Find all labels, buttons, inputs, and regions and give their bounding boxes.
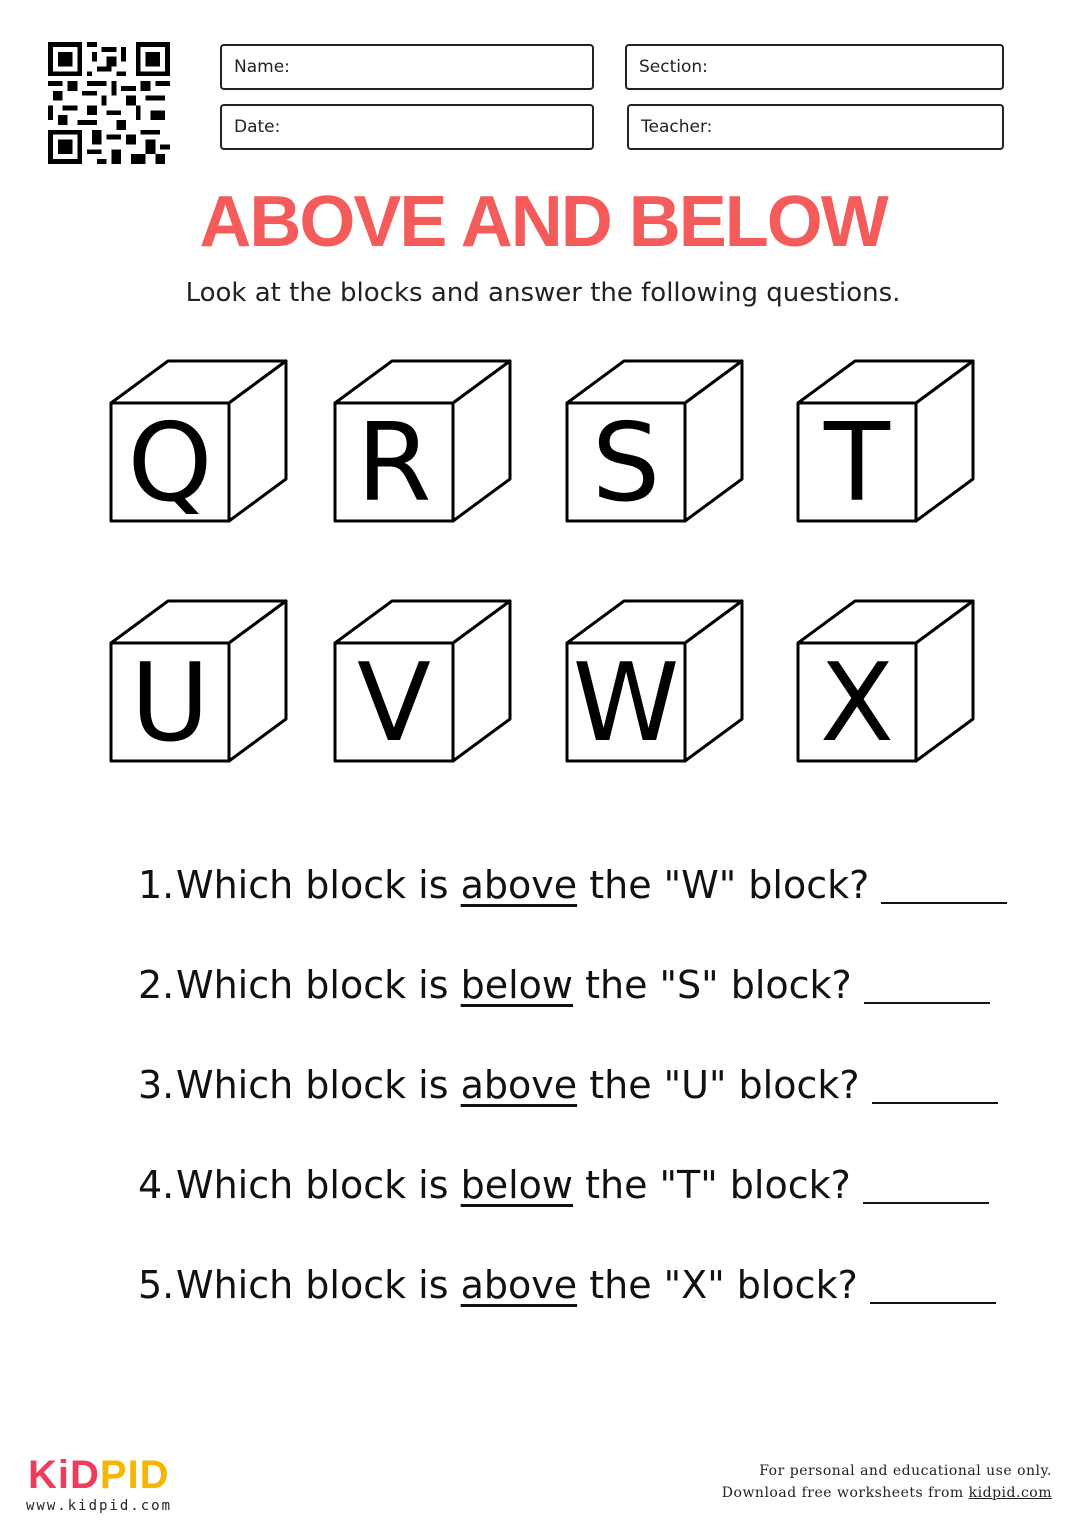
question-keyword: above [460, 1063, 578, 1107]
letter-block-x [798, 601, 973, 766]
question-number: 5. [138, 1263, 175, 1307]
teacher-label: Teacher: [641, 117, 713, 137]
question-keyword: below [460, 963, 574, 1007]
question-text-end: the "W" block? [577, 863, 882, 907]
letter-block-r [335, 361, 510, 526]
answer-blank[interactable] [872, 1062, 998, 1104]
question-text: Which block is [176, 963, 461, 1007]
question-1 [138, 855, 1038, 955]
logo-url: www.kidpid.com [26, 1498, 173, 1514]
question-text-end: the "X" block? [577, 1263, 870, 1307]
question-keyword: above [460, 1263, 578, 1307]
question-3 [138, 1055, 1038, 1155]
section-label: Section: [639, 57, 708, 77]
question-text: Which block is [176, 1263, 461, 1307]
question-text: Which block is [176, 863, 461, 907]
question-keyword: below [460, 1163, 574, 1207]
question-number: 4. [138, 1163, 175, 1207]
question-text-end: the "T" block? [573, 1163, 863, 1207]
block-letter: W [572, 641, 680, 766]
name-label: Name: [234, 57, 290, 77]
page-title: ABOVE AND BELOW [199, 182, 887, 262]
letter-block-q [111, 361, 286, 526]
question-5 [138, 1255, 1038, 1355]
block-letter: V [357, 641, 431, 766]
letter-block-v [335, 601, 510, 766]
block-letter: T [824, 401, 890, 526]
letter-block-s [567, 361, 742, 526]
logo-part-b: PID [99, 1453, 170, 1497]
question-2 [138, 955, 1038, 1055]
block-letter: X [820, 641, 894, 766]
date-label: Date: [234, 117, 281, 137]
question-text-end: the "S" block? [573, 963, 864, 1007]
footer-line-2-prefix: Download free worksheets from [721, 1485, 969, 1501]
footer-line-1: For personal and educational use only. [759, 1463, 1052, 1479]
letter-block-w [567, 601, 742, 766]
kidpid-logo [28, 1452, 170, 1498]
block-letter: R [356, 401, 432, 526]
question-text: Which block is [176, 1063, 461, 1107]
block-letter: Q [127, 401, 213, 526]
block-letter: S [591, 401, 661, 526]
answer-blank[interactable] [881, 862, 1007, 904]
footer-link[interactable]: kidpid.com [968, 1485, 1052, 1501]
question-number: 2. [138, 963, 175, 1007]
footer-line-2 [722, 1482, 1052, 1504]
answer-blank[interactable] [870, 1262, 996, 1304]
question-number: 3. [138, 1063, 175, 1107]
question-keyword: above [460, 863, 578, 907]
block-letter: U [130, 641, 210, 766]
answer-blank[interactable] [863, 1162, 989, 1204]
question-text-end: the "U" block? [577, 1063, 872, 1107]
instruction-text: Look at the blocks and answer the following questions. [185, 278, 901, 308]
letter-block-t [798, 361, 973, 526]
answer-blank[interactable] [864, 962, 990, 1004]
question-list [138, 855, 1038, 1355]
footer-note [722, 1460, 1052, 1504]
logo-part-a: KiD [28, 1453, 100, 1497]
question-4 [138, 1155, 1038, 1255]
question-text: Which block is [176, 1163, 461, 1207]
letter-block-u [111, 601, 286, 766]
question-number: 1. [138, 863, 175, 907]
